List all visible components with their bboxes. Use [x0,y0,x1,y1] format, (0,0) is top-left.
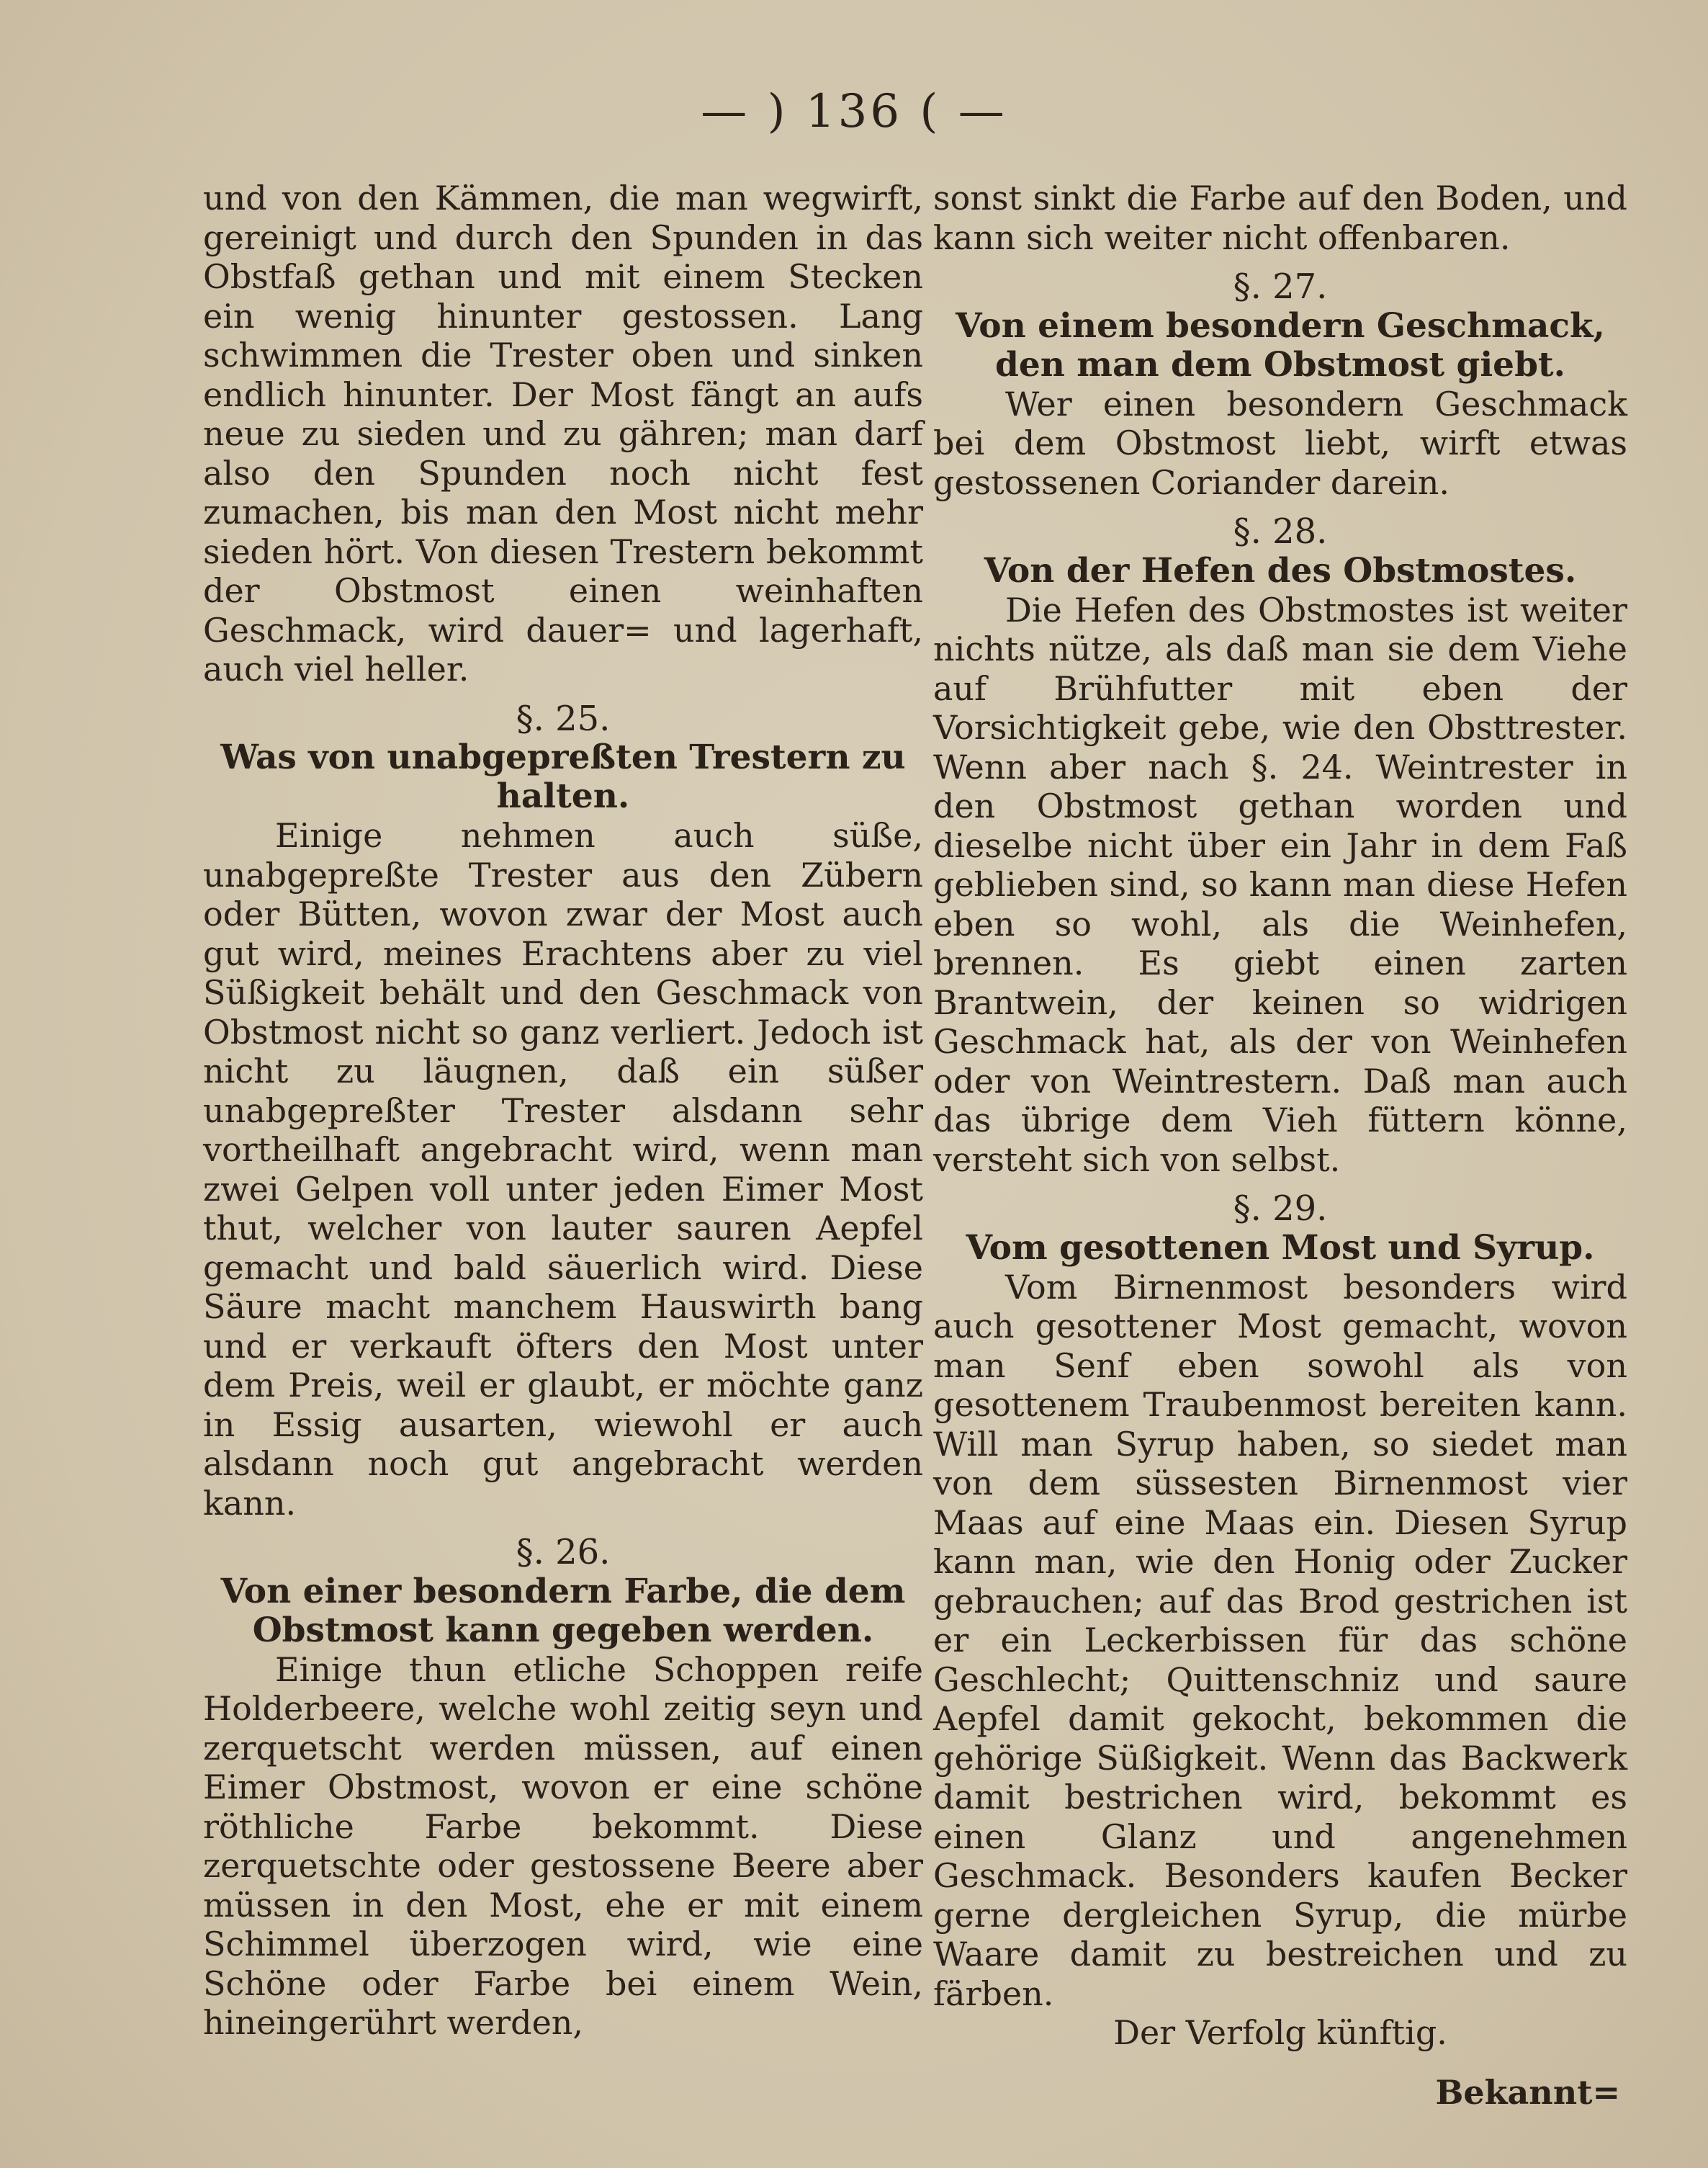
paragraph-continued: und von den Kämmen, die man wegwirft, gereinigt und durch den Spunden in das Obstfaß gethan und mit einem Stecken ein wenig hinunter gestossen. Lang schwimmen die Trester oben und sinken endlich hinunter. Der Most fängt an aufs neue zu sieden und zu gähren; man darf also den Spunden noch nicht fest zumachen, bis man den Most nicht mehr sieden hört. Von diesen Trestern bekommt der Obstmost einen weinhaften Geschmack, wird dauer= und lagerhaft, auch viel heller. [203,179,923,689]
section-28-text: Die Hefen des Obstmostes ist weiter nichts nütze, als daß man sie dem Viehe auf Brühfutter mit eben der Vorsichtigkeit gebe, wie den Obsttrester. Wenn aber nach §. 24. Weintrester in den Obstmost gethan worden und dieselbe nicht über ein Jahr in dem Faß geblieben sind, so kann man diese Hefen eben so wohl, als die Weinhefen, brennen. Es giebt einen zarten Brantwein, der keinen so widrigen Geschmack hat, als der von Weinhefen oder von Weintrestern. Daß man auch das übrige dem Vieh füttern könne, versteht sich von selbst. [933,590,1627,1179]
section-26-title: Von einer besondern Farbe, die dem Obstmost kann gegeben werden. [220,1571,906,1650]
section-27-text: Wer einen besondern Geschmack bei dem Obstmost liebt, wirft etwas gestossenen Coriander darein. [933,384,1627,502]
section-29-number: §. 29. [1233,1188,1328,1229]
section-27-number: §. 27. [1233,266,1328,307]
left-column [203,179,923,2043]
paragraph-continued-right: sonst sinkt die Farbe auf den Boden, und kann sich weiter nicht offenbaren. [933,179,1627,257]
page-number-header: — ) 136 ( — [701,85,1007,138]
section-29-title: Vom gesottenen Most und Syrup. [966,1227,1595,1268]
catchword: Bekannt= [1435,2072,1620,2112]
section-25-text: Einige nehmen auch süße, unabgepreßte Trester aus den Zübern oder Bütten, wovon zwar der Most auch gut wird, meines Erachtens aber zu viel Süßigkeit behält und den Geschmack von Obstmost nicht so ganz verliert. Jedoch ist nicht zu läugnen, daß ein süßer unabgepreßter Trester alsdann sehr vortheilhaft angebracht wird, wenn man zwei Gelpen voll unter jeden Eimer Most thut, welcher von lauter sauren Aepfel gemacht und bald säuerlich wird. Diese Säure macht manchem Hauswirth bang und er verkauft öfters den Most unter dem Preis, weil er glaubt, er möchte ganz in Essig ausarten, wiewohl er auch alsdann noch gut angebracht werden kann. [203,816,923,1523]
continuation-note: Der Verfolg künftig. [1113,2013,1447,2052]
section-26-text: Einige thun etliche Schoppen reife Holderbeere, welche wohl zeitig seyn und zerquetscht werden müssen, auf einen Eimer Obstmost, wovon er eine schöne röthliche Farbe bekommt. Diese zerquetschte oder gestossene Beere aber müssen in den Most, ehe er mit einem Schimmel überzogen wird, wie eine Schöne oder Farbe bei einem Wein, hineingerührt werden, [203,1649,923,2042]
section-29-text: Vom Birnenmost besonders wird auch gesottener Most gemacht, wovon man Senf eben sowohl als von gesottenem Traubenmost bereiten kann. Will man Syrup haben, so siedet man von dem süssesten Birnenmost vier Maas auf eine Maas ein. Diesen Syrup kann man, wie den Honig oder Zucker gebrauchen; auf das Brod gestrichen ist er ein Leckerbissen für das schöne Geschlecht; Quittenschniz und saure Aepfel damit gekocht, bekommen die gehörige Süßigkeit. Wenn das Backwerk damit bestrichen wird, bekommt es einen Glanz und angenehmen Geschmack. Besonders kaufen Becker gerne dergleichen Syrup, die mürbe Waare damit zu bestreichen und zu färben. [933,1267,1627,2013]
section-26-number: §. 26. [516,1532,611,1572]
right-column [933,179,1627,2112]
section-25-title: Was von unabgepreßten Trestern zu halten. [220,738,906,816]
section-28-title: Von der Hefen des Obstmostes. [984,550,1577,591]
section-27-title: Von einem besondern Geschmack, den man dem Obstmost giebt. [956,305,1605,385]
section-28-number: §. 28. [1233,511,1328,552]
section-25-number: §. 25. [516,698,611,739]
